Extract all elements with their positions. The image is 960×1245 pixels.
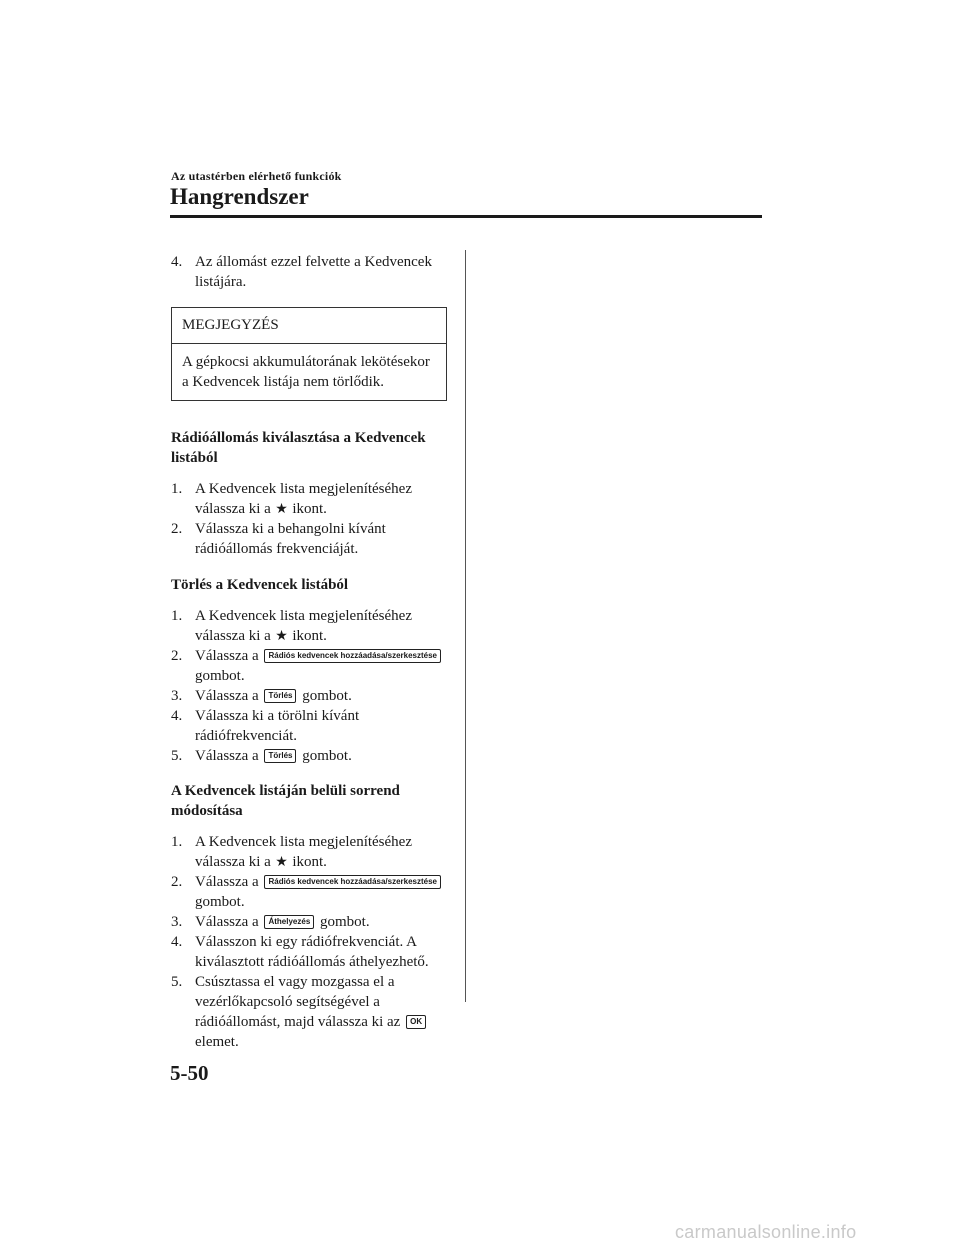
step-number: 4. bbox=[171, 934, 183, 950]
delete-button: Törlés bbox=[264, 689, 296, 703]
step-text: Válassza a Törlés gombot. bbox=[195, 688, 352, 704]
step-number: 4. bbox=[171, 254, 183, 270]
note-body: A gépkocsi akkumulátorának lekötésekor a Kedvencek listája nem törlődik. bbox=[182, 354, 430, 390]
step-number: 5. bbox=[171, 974, 183, 990]
step-number: 2. bbox=[171, 648, 183, 664]
intro-step bbox=[171, 252, 447, 292]
step-text: Válasszon ki egy rádiófrekvenciát. A kiválasztott rádióállomás áthelyezhető. bbox=[195, 934, 429, 970]
step-number: 5. bbox=[171, 748, 183, 764]
section-select-heading: Rádióállomás kiválasztása a Kedvencek listából bbox=[171, 430, 426, 466]
step-text: Válassza ki a behangolni kívánt rádióállomás frekvenciáját. bbox=[195, 521, 386, 557]
star-icon: ★ bbox=[275, 628, 288, 644]
move-button: Áthelyezés bbox=[264, 915, 314, 929]
page-number: 5-50 bbox=[170, 1061, 209, 1085]
step-number: 1. bbox=[171, 481, 183, 497]
add-edit-favorites-button: Rádiós kedvencek hozzáadása/szerkesztése bbox=[264, 649, 441, 663]
step-text: A Kedvencek lista megjelenítéséhez válassza ki a ★ ikont. bbox=[195, 481, 412, 517]
watermark: carmanualsonline.info bbox=[675, 1222, 857, 1242]
step-text: Válassza a Áthelyezés gombot. bbox=[195, 914, 370, 930]
list-item bbox=[171, 912, 447, 932]
step-text: Csúsztassa el vagy mozgassa el a vezérlőkapcsoló segítségével a rádióállomást, majd válassza ki az OK elemet. bbox=[195, 972, 447, 1052]
step-number: 1. bbox=[171, 834, 183, 850]
left-column bbox=[171, 252, 447, 1052]
step-text: Válassza a Rádiós kedvencek hozzáadása/szerkesztése gombot. bbox=[195, 872, 447, 912]
delete-button: Törlés bbox=[264, 749, 296, 763]
section-delete-heading: Törlés a Kedvencek listából bbox=[171, 577, 349, 593]
list-item bbox=[171, 606, 447, 646]
ok-button: OK bbox=[406, 1015, 426, 1029]
list-item bbox=[171, 706, 447, 746]
header-rule bbox=[170, 215, 762, 218]
star-icon: ★ bbox=[275, 501, 288, 517]
list-item bbox=[171, 646, 447, 686]
note-box bbox=[171, 307, 447, 401]
note-heading: MEGJEGYZÉS bbox=[172, 308, 446, 344]
list-item bbox=[171, 832, 447, 872]
step-text: Válassza a Rádiós kedvencek hozzáadása/szerkesztése gombot. bbox=[195, 646, 447, 686]
list-item bbox=[171, 872, 447, 912]
list-item bbox=[171, 746, 447, 766]
step-number: 3. bbox=[171, 688, 183, 704]
list-item bbox=[171, 972, 447, 1052]
step-number: 1. bbox=[171, 608, 183, 624]
step-text: A Kedvencek lista megjelenítéséhez válassza ki a ★ ikont. bbox=[195, 834, 412, 870]
step-text: A Kedvencek lista megjelenítéséhez válassza ki a ★ ikont. bbox=[195, 608, 412, 644]
step-text: Válassza a Törlés gombot. bbox=[195, 748, 352, 764]
list-item bbox=[171, 519, 447, 559]
add-edit-favorites-button: Rádiós kedvencek hozzáadása/szerkesztése bbox=[264, 875, 441, 889]
section-reorder-heading: A Kedvencek listáján belüli sorrend módosítása bbox=[171, 783, 400, 819]
star-icon: ★ bbox=[275, 854, 288, 870]
list-item bbox=[171, 686, 447, 706]
step-text: Válassza ki a törölni kívánt rádiófrekvenciát. bbox=[195, 708, 360, 744]
step-number: 2. bbox=[171, 874, 183, 890]
step-number: 3. bbox=[171, 914, 183, 930]
list-item bbox=[171, 932, 447, 972]
step-number: 4. bbox=[171, 708, 183, 724]
step-text: Az állomást ezzel felvette a Kedvencek listájára. bbox=[195, 254, 432, 290]
list-item bbox=[171, 479, 447, 519]
step-number: 2. bbox=[171, 521, 183, 537]
page-title: Hangrendszer bbox=[170, 184, 309, 209]
section-label: Az utastérben elérhető funkciók bbox=[171, 169, 342, 183]
column-divider bbox=[465, 250, 466, 1002]
